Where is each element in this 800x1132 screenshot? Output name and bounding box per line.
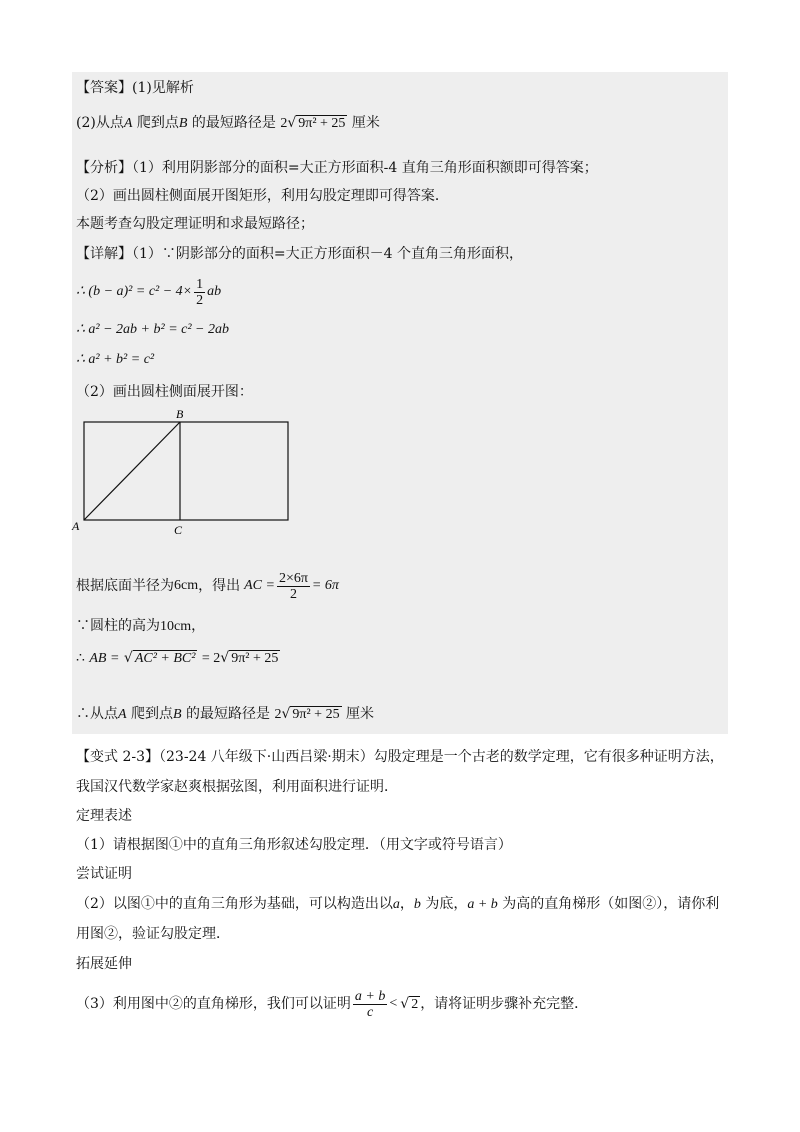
q3-pre: （3）利用图中②的直角梯形，我们可以证明: [76, 996, 351, 1012]
ac-num: 2×6π: [278, 570, 308, 586]
analysis-line2: （2）画出圆柱侧面展开图矩形，利用勾股定理即可得答案．: [76, 188, 449, 204]
ab-sqrt2: √ 9π² + 25: [220, 650, 279, 666]
final-coef: 2: [274, 707, 282, 722]
answer-mid: 爬到点: [132, 115, 179, 131]
answer-radicand: 9π² + 25: [298, 116, 346, 131]
question-3: [76, 982, 588, 1026]
answer-part2-prefix: (2)从点: [76, 115, 124, 131]
final-suffix: 的最短路径是: [181, 706, 271, 722]
q3-num: a + b: [354, 988, 386, 1004]
final-line: [76, 704, 374, 725]
ab-radicand1: AC² + BC²: [134, 651, 196, 666]
height-value: 10cm: [160, 619, 192, 634]
answer-tag: 【答案】: [76, 80, 132, 96]
radius-mid: ，得出: [198, 578, 241, 594]
analysis-line1: [76, 158, 598, 178]
radius-text: 根据底面半径为: [76, 578, 174, 594]
heading-extension: 拓展延伸: [76, 956, 132, 972]
detail-text1: （1）∵阴影部分的面积=大正方形面积－4 个直角三角形面积，: [132, 246, 523, 262]
segment-ab: [84, 422, 180, 520]
final-point-a: A: [118, 707, 127, 722]
analysis-tag: 【分析】: [76, 160, 132, 176]
rectangle-outline: [84, 422, 288, 520]
q3-sqrt: √ 2: [400, 995, 419, 1012]
final-unit: 厘米: [341, 706, 375, 722]
equation-1: [76, 272, 221, 312]
answer-part2-line: [76, 113, 380, 134]
final-point-b: B: [173, 707, 182, 722]
answer-sqrt: √ 9π² + 25: [287, 115, 346, 131]
q3-post: ，请将证明步骤补充完整．: [420, 996, 589, 1012]
answer-unit: 厘米: [347, 115, 380, 131]
q2a-a: a: [392, 897, 400, 912]
q2a-ab: a + b: [467, 897, 498, 912]
answer-line: [76, 78, 194, 98]
question-2b: 用图②，验证勾股定理．: [76, 926, 230, 942]
final-prefix: ∴从点: [76, 706, 118, 722]
question-1: （1）请根据图①中的直角三角形叙述勾股定理．（用文字或符号语言）: [76, 837, 512, 853]
ac-den: 2: [289, 586, 297, 602]
q2a-mid2: 为底，: [420, 896, 468, 912]
variant-tag: 【变式 2-3】: [76, 749, 159, 765]
q2a-post: 为高的直角梯形（如图②），请你利: [497, 896, 720, 912]
ab-sqrt1: √ AC² + BC²: [123, 650, 196, 666]
q2a-mid: ，: [399, 896, 414, 912]
question-2a: [76, 894, 719, 915]
equation-2: ∴ a² − 2ab + b² = c² − 2ab: [76, 322, 230, 337]
ab-equation: [76, 648, 280, 669]
label-b: B: [176, 407, 184, 421]
variant-line1: [76, 747, 724, 767]
ac-rhs: = 6π: [311, 578, 339, 593]
heading-proof: 尝试证明: [76, 866, 132, 882]
ab-lhs: AB =: [89, 651, 120, 666]
ab-radicand2: 9π² + 25: [231, 651, 279, 666]
point-a: A: [123, 116, 133, 131]
detail-line1: [76, 244, 523, 264]
eq1-lhs: ∴ (b − a)² = c² − 4×: [76, 284, 193, 299]
height-line: [76, 616, 205, 637]
label-c: C: [174, 523, 183, 537]
final-radicand: 9π² + 25: [292, 707, 340, 722]
q3-rel: <: [389, 996, 398, 1011]
eq1-num: 1: [196, 276, 204, 292]
variant-line2: 我国汉代数学家赵爽根据弦图，利用面积进行证明．: [76, 779, 398, 795]
analysis-text1: （1）利用阴影部分的面积=大正方形面积-4 直角三角形面积额即可得答案；: [132, 160, 598, 176]
equation-3: ∴ a² + b² = c²: [76, 352, 155, 367]
answer-suffix: 的最短路径是: [187, 115, 276, 131]
eq1-den: 2: [196, 292, 204, 308]
radius-line: [76, 566, 339, 606]
ab-eq: = 2: [201, 651, 221, 666]
height-text: ∵圆柱的高为: [76, 618, 160, 634]
label-a: A: [72, 519, 80, 533]
heading-theorem: 定理表述: [76, 808, 132, 824]
variant-text1: （23-24 八年级下·山西吕梁·期末）勾股定理是一个古老的数学定理，它有很多种证明方法，: [159, 749, 724, 765]
detail-line2: （2）画出圆柱侧面展开图：: [76, 384, 253, 400]
ac-fraction: [277, 571, 310, 602]
q3-radicand: 2: [411, 996, 419, 1012]
ac-lhs: AC =: [244, 578, 275, 593]
final-mid: 爬到点: [126, 706, 174, 722]
answer-coef: 2: [280, 116, 288, 131]
analysis-line3: 本题考查勾股定理证明和求最短路径；: [76, 216, 314, 232]
point-b: B: [178, 116, 188, 131]
ab-prefix: ∴: [76, 650, 85, 666]
q3-den: c: [367, 1004, 374, 1020]
q2a-b: b: [413, 897, 421, 912]
answer-part1: (1)见解析: [132, 80, 194, 96]
eq1-rhs: ab: [207, 284, 222, 299]
unfolded-cylinder-figure: [68, 404, 308, 538]
detail-tag: 【详解】: [76, 246, 132, 262]
height-end: ，: [191, 618, 206, 634]
q3-fraction: [353, 989, 387, 1020]
final-sqrt: √ 9π² + 25: [281, 706, 340, 722]
eq1-fraction: [194, 277, 205, 308]
radius-value: 6cm: [174, 578, 199, 593]
q2a-pre: （2）以图①中的直角三角形为基础，可以构造出以: [76, 896, 393, 912]
